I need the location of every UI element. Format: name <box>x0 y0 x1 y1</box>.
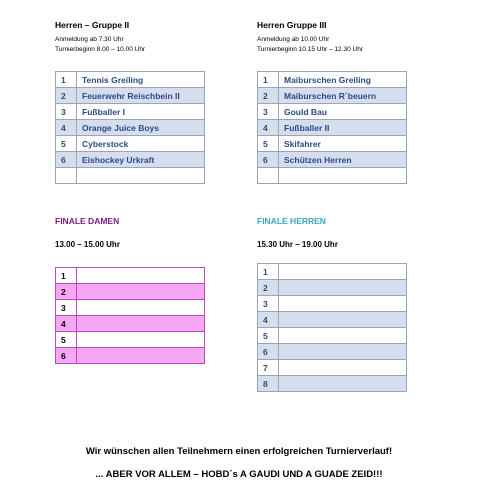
team-name: Schützen Herren <box>279 152 407 168</box>
row-number <box>258 168 279 184</box>
row-number: 2 <box>56 284 77 300</box>
team-name: Eishockey Urkraft <box>77 152 205 168</box>
table-row <box>258 344 407 360</box>
table-row <box>258 152 407 168</box>
table-row <box>56 152 205 168</box>
team-name: Maiburschen Greiling <box>279 72 407 88</box>
table-row <box>258 104 407 120</box>
row-number: 5 <box>56 332 77 348</box>
finale-damen-time: 13.00 – 15.00 Uhr <box>55 240 120 249</box>
gruppe-2-table <box>55 71 205 184</box>
gruppe-3-title: Herren Gruppe III <box>257 20 327 30</box>
team-name: Orange Juice Boys <box>77 120 205 136</box>
gruppe-2-title: Herren – Gruppe II <box>55 20 130 30</box>
row-number: 2 <box>56 88 77 104</box>
table-row <box>56 104 205 120</box>
row-number: 6 <box>56 348 77 364</box>
gruppe-2-turnierbeginn: Turnierbeginn 8.00 – 10.00 Uhr <box>55 46 146 53</box>
finale-damen-title: FINALE DAMEN <box>55 216 120 226</box>
row-number: 8 <box>258 376 279 392</box>
entry-cell <box>77 300 205 316</box>
gruppe-3-anmeldung: Anmeldung ab 10.00 Uhr <box>257 36 330 43</box>
table-row <box>56 316 205 332</box>
row-number: 4 <box>258 120 279 136</box>
team-name: Maiburschen R´beuern <box>279 88 407 104</box>
gruppe-2-anmeldung: Anmeldung ab 7.30 Uhr <box>55 36 124 43</box>
entry-cell <box>77 268 205 284</box>
table-row <box>258 88 407 104</box>
finale-herren-time: 15.30 Uhr – 19.00 Uhr <box>257 240 338 249</box>
row-number: 3 <box>56 104 77 120</box>
finale-herren-header <box>257 216 338 249</box>
table-row <box>258 360 407 376</box>
row-number: 5 <box>56 136 77 152</box>
team-name: Tennis Greiling <box>77 72 205 88</box>
entry-cell <box>279 280 407 296</box>
table-row <box>258 280 407 296</box>
team-name <box>279 168 407 184</box>
table-row <box>56 284 205 300</box>
gruppe-2-header <box>55 20 145 55</box>
entry-cell <box>279 264 407 280</box>
entry-cell <box>279 296 407 312</box>
table-row <box>56 88 205 104</box>
row-number: 3 <box>258 296 279 312</box>
footer-motto: ... ABER VOR ALLEM – HOBD´s A GAUDI UND A GUADE ZEID!!! <box>95 469 383 480</box>
table-row <box>56 136 205 152</box>
finale-damen-table <box>55 267 205 364</box>
table-row <box>258 376 407 392</box>
team-name: Fußballer II <box>279 120 407 136</box>
row-number: 6 <box>258 152 279 168</box>
table-row <box>56 72 205 88</box>
row-number: 5 <box>258 136 279 152</box>
row-number: 3 <box>258 104 279 120</box>
team-name: Feuerwehr Reischbein II <box>77 88 205 104</box>
team-name: Fußballer I <box>77 104 205 120</box>
table-row <box>258 328 407 344</box>
entry-cell <box>77 348 205 364</box>
team-name: Skifahrer <box>279 136 407 152</box>
row-number: 7 <box>258 360 279 376</box>
table-row <box>258 264 407 280</box>
row-number: 1 <box>258 72 279 88</box>
entry-cell <box>279 376 407 392</box>
team-name: Cyberstock <box>77 136 205 152</box>
table-row <box>258 312 407 328</box>
gruppe-3-header <box>257 20 363 55</box>
entry-cell <box>279 344 407 360</box>
footer-wish: Wir wünschen allen Teilnehmern einen erfolgreichen Turnierverlauf! <box>85 446 393 457</box>
table-row <box>258 120 407 136</box>
team-name <box>77 168 205 184</box>
table-row <box>56 268 205 284</box>
row-number: 6 <box>258 344 279 360</box>
table-row <box>56 348 205 364</box>
gruppe-3-turnierbeginn: Turnierbeginn 10.15 Uhr – 12.30 Uhr <box>257 46 363 53</box>
table-row <box>56 168 205 184</box>
table-row <box>56 332 205 348</box>
row-number: 3 <box>56 300 77 316</box>
finale-herren-table <box>257 263 407 392</box>
team-name: Gould Bau <box>279 104 407 120</box>
row-number: 4 <box>258 312 279 328</box>
entry-cell <box>77 284 205 300</box>
row-number: 4 <box>56 120 77 136</box>
row-number: 5 <box>258 328 279 344</box>
table-row <box>258 136 407 152</box>
entry-cell <box>77 316 205 332</box>
entry-cell <box>279 360 407 376</box>
row-number: 4 <box>56 316 77 332</box>
entry-cell <box>279 328 407 344</box>
row-number <box>56 168 77 184</box>
row-number: 1 <box>56 72 77 88</box>
row-number: 1 <box>258 264 279 280</box>
row-number: 1 <box>56 268 77 284</box>
table-row <box>258 296 407 312</box>
entry-cell <box>77 332 205 348</box>
finale-damen-header <box>55 216 120 249</box>
table-row <box>56 300 205 316</box>
entry-cell <box>279 312 407 328</box>
finale-herren-title: FINALE HERREN <box>257 216 326 226</box>
gruppe-3-table <box>257 71 407 184</box>
row-number: 2 <box>258 88 279 104</box>
table-row <box>56 120 205 136</box>
row-number: 2 <box>258 280 279 296</box>
row-number: 6 <box>56 152 77 168</box>
table-row <box>258 72 407 88</box>
table-row <box>258 168 407 184</box>
